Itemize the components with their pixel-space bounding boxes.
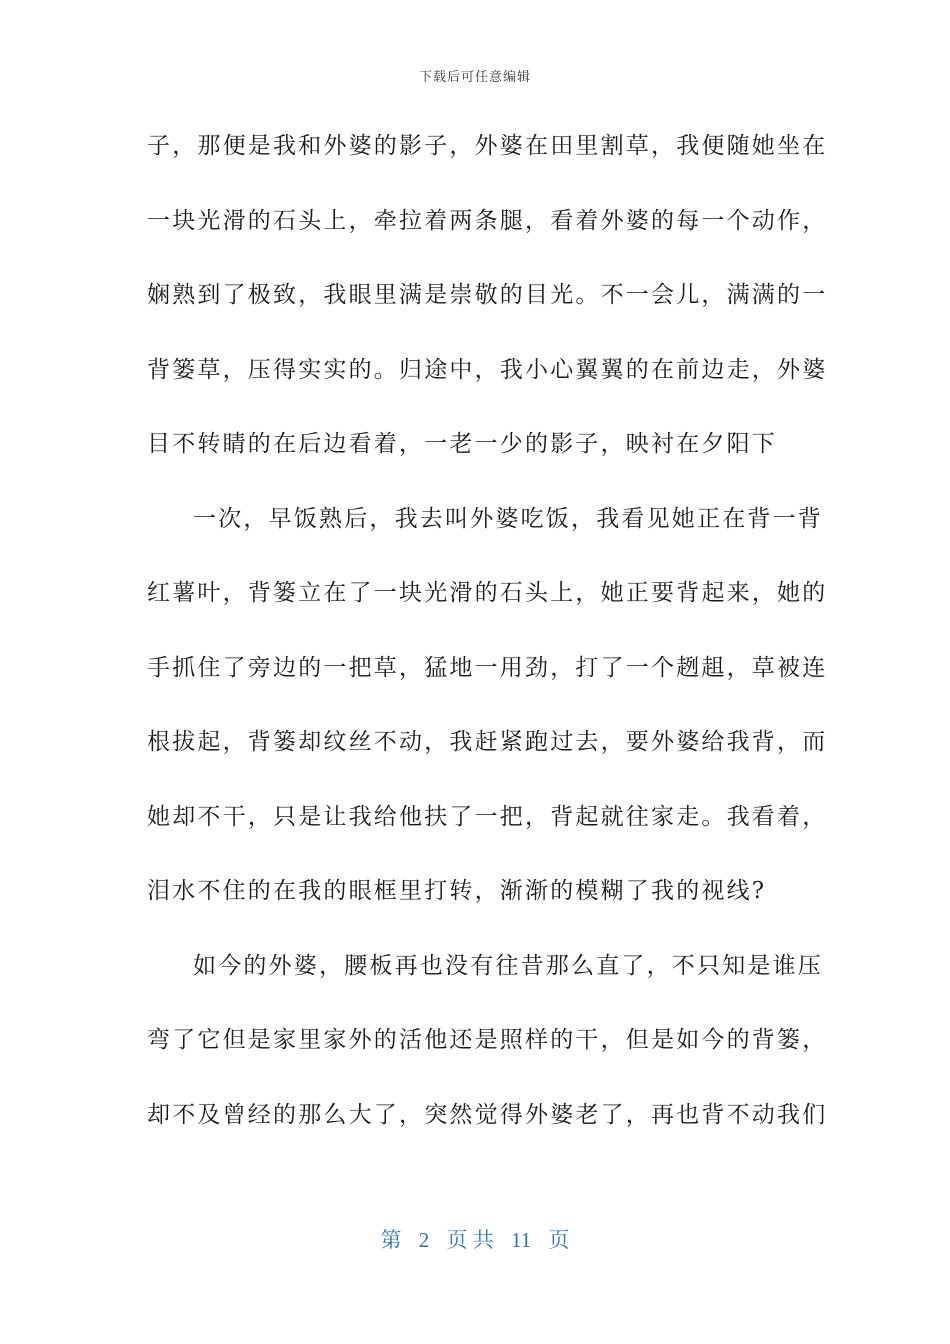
text-line: 却不及曾经的那么大了，突然觉得外婆老了，再也背不动我们 [147,1101,828,1128]
paragraph-start-line: 如今的外婆，腰板再也没有往昔那么直了，不只知是谁压 [193,952,823,979]
header-note: 下载后可任意编辑 [418,70,531,85]
text-line: 子，那便是我和外婆的影子，外婆在田里割草，我便随她坐在 [147,133,828,159]
footer-suffix: 页 [548,1228,570,1252]
text-line: 她却不干，只是让我给他扶了一把，背起就往家走。我看着， [147,803,828,830]
text-line: 娴熟到了极致，我眼里满是崇敬的目光。不一会儿，满满的一 [147,282,828,308]
footer-total-pages: 11 [511,1228,532,1252]
text-line: 红薯叶，背篓立在了一块光滑的石头上，她正要背起来，她的 [147,580,828,606]
text-line: 泪水不住的在我的眼框里打转，渐渐的模糊了我的视线? [147,878,767,904]
text-line: 弯了它但是家里家外的活他还是照样的干，但是如今的背篓， [147,1027,828,1053]
text-line: 根拔起，背篓却纹丝不动，我赶紧跑过去，要外婆给我背，而 [147,729,828,755]
footer-page-number: 2 [418,1228,430,1252]
text-line: 目不转睛的在后边看着，一老一少的影子，映衬在夕阳下 [147,431,777,457]
text-line: 背篓草，压得实实的。归途中，我小心翼翼的在前边走，外婆 [147,356,828,383]
footer-prefix: 第 [380,1228,402,1252]
page-footer [0,1224,950,1254]
paragraph-start-line: 一次，早饭熟后，我去叫外婆吃饭，我看见她正在背一背 [193,505,823,532]
text-line: 一块光滑的石头上，牵拉着两条腿，看着外婆的每一个动作， [147,207,828,234]
footer-middle: 页 共 [446,1228,494,1252]
body-text [147,128,828,1171]
text-line: 手抓住了旁边的一把草，猛地一用劲，打了一个趔趄，草被连 [147,654,828,681]
